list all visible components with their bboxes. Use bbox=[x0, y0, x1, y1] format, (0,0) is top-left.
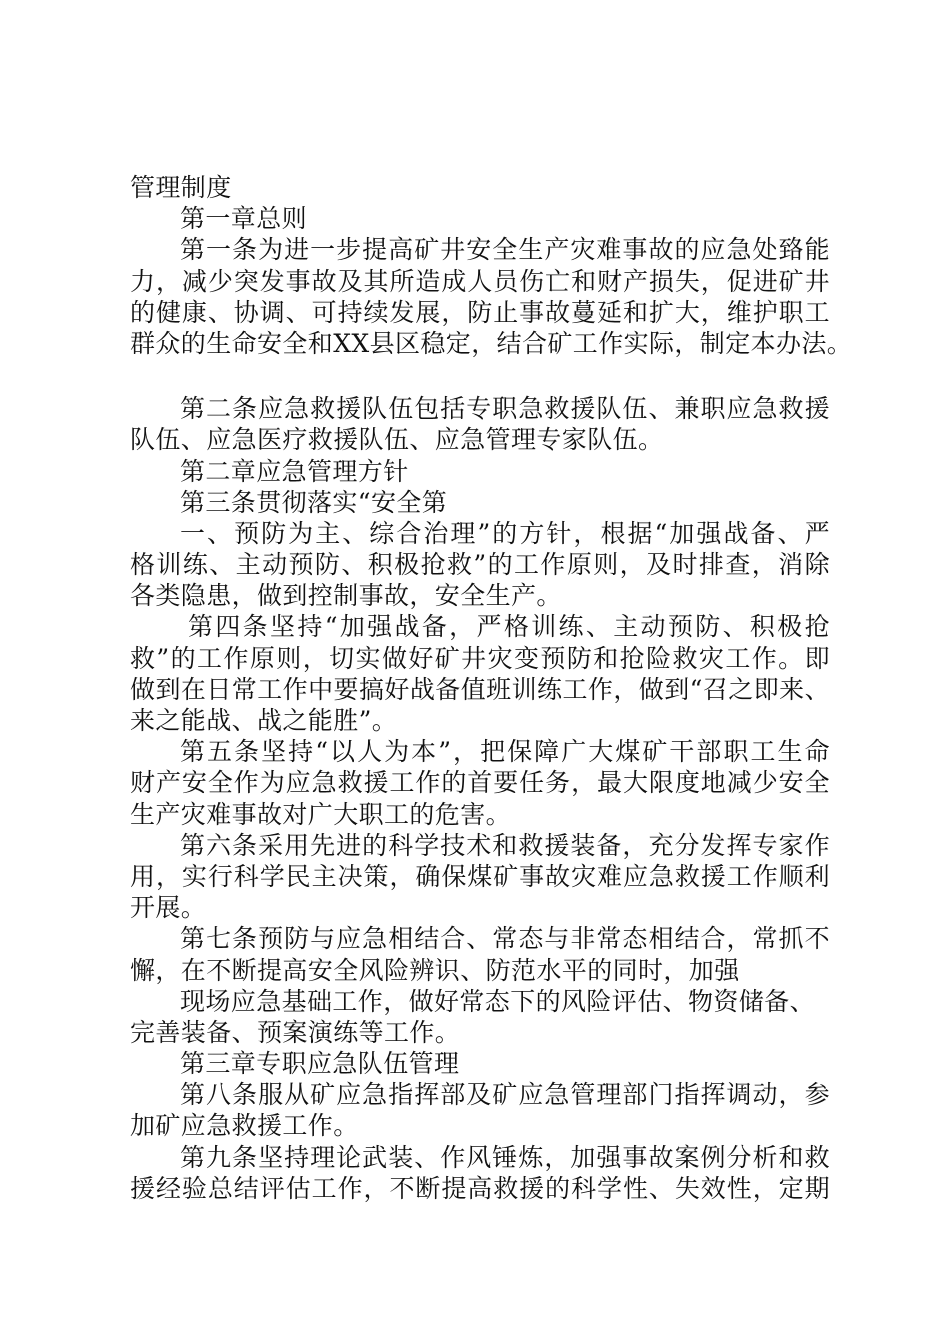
text-line: 管理制度 bbox=[130, 173, 232, 202]
text-line: 第二条应急救援队伍包括专职急救援队伍、兼职应急救援 bbox=[180, 394, 830, 424]
text-line: 第五条坚持“以人为本”，把保障广大煤矿干部职工生命 bbox=[180, 737, 830, 767]
text-line: 第七条预防与应急相结合、常态与非常态相结合，常抓不 bbox=[180, 924, 830, 954]
text-line: 用，实行科学民主决策，确保煤矿事故灾难应急救援工作顺利 bbox=[130, 861, 830, 891]
text-line: 援经验总结评估工作，不断提高救援的科学性、失效性，定期 bbox=[130, 1173, 830, 1203]
text-line: 第六条采用先进的科学技术和救援装备，充分发挥专家作 bbox=[180, 830, 830, 860]
text-line: 开展。 bbox=[130, 893, 207, 923]
text-line: 第九条坚持理论武装、作风锤炼，加强事故案例分析和救 bbox=[180, 1142, 830, 1172]
text-line: 第三章专职应急队伍管理 bbox=[180, 1049, 460, 1079]
text-line: 第三条贯彻落实“安全第 bbox=[180, 487, 448, 517]
text-line: 财产安全作为应急救援工作的首要任务，最大限度地减少安全 bbox=[130, 768, 830, 798]
text-line: 做到在日常工作中要搞好战备值班训练工作，做到“召之即来、 bbox=[130, 674, 830, 704]
text-line: 格训练、主动预防、积极抢救”的工作原则，及时排查，消除 bbox=[130, 550, 830, 580]
text-line: 第八条服从矿应急指挥部及矿应急管理部门指挥调动，参 bbox=[180, 1080, 830, 1110]
text-line: 懈，在不断提高安全风险辨识、防范水平的同时，加强 bbox=[130, 955, 740, 985]
text-line: 第一章总则 bbox=[180, 204, 308, 234]
text-line: 第二章应急管理方针 bbox=[180, 456, 409, 486]
text-line: 群众的生命安全和XX县区稳定，结合矿工作实际，制定本办法。 bbox=[130, 328, 853, 358]
paragraph-spacer bbox=[130, 359, 830, 393]
text-line: 力，减少突发事故及其所造成人员伤亡和财产损失，促进矿井 bbox=[130, 266, 830, 296]
text-line: 现场应急基础工作，做好常态下的风险评估、物资储备、 bbox=[180, 986, 816, 1016]
text-line: 队伍、应急医疗救援队伍、应急管理专家队伍。 bbox=[130, 425, 664, 455]
document-body bbox=[130, 172, 853, 1204]
text-line: 一、预防为主、综合治理”的方针，根据“加强战备、严 bbox=[180, 518, 830, 548]
text-line: 来之能战、战之能胜”。 bbox=[130, 706, 398, 735]
text-line: 的健康、协调、可持续发展，防止事故蔓延和扩大，维护职工 bbox=[130, 297, 830, 327]
text-line: 完善装备、预案演练等工作。 bbox=[130, 1017, 461, 1047]
text-line: 各类隐患，做到控制事故，安全生产。 bbox=[130, 581, 562, 611]
text-line: 第四条坚持“加强战备，严格训练、主动预防、积极抢 bbox=[188, 612, 830, 642]
text-line: 加矿应急救援工作。 bbox=[130, 1111, 359, 1141]
text-line: 第一条为进一步提高矿井安全生产灾难事故的应急处臵能 bbox=[180, 235, 830, 265]
text-line: 生产灾难事故对广大职工的危害。 bbox=[130, 799, 512, 829]
text-line: 救”的工作原则，切实做好矿井灾变预防和抢险救灾工作。即 bbox=[130, 643, 830, 673]
